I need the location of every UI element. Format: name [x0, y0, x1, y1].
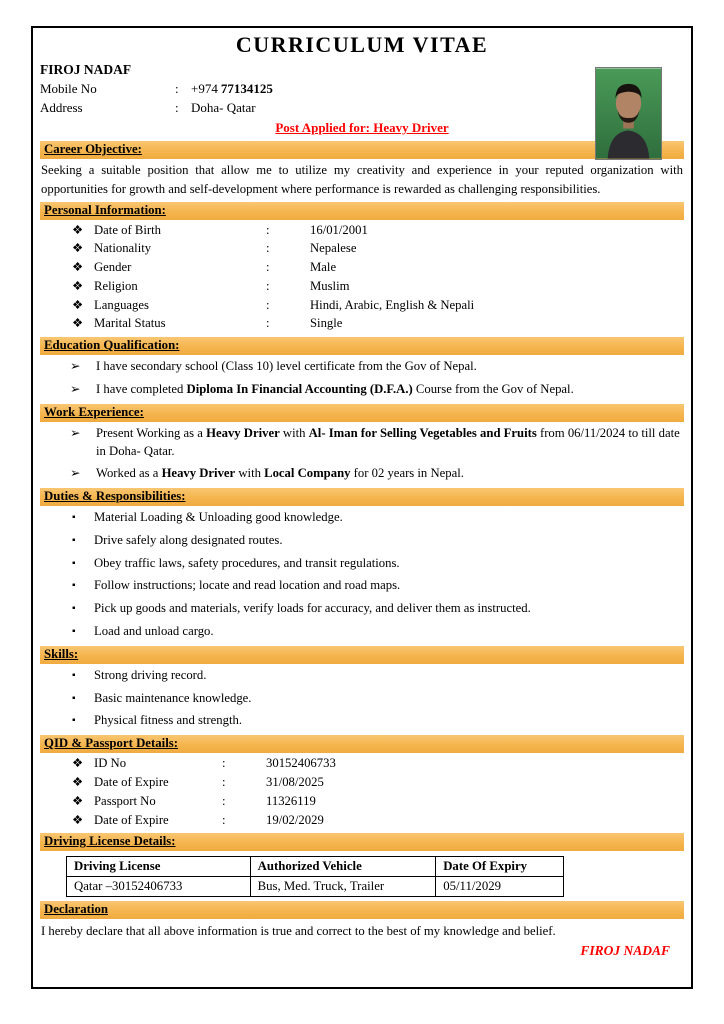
field-value: Muslim: [310, 278, 350, 293]
table-cell: Bus, Med. Truck, Trailer: [250, 877, 436, 897]
item-text: I have secondary school (Class 10) level certificate from the Gov of Nepal.: [96, 359, 477, 374]
square-bullet-icon: ▪: [72, 692, 76, 704]
section-personal-information: [40, 202, 684, 334]
section-heading-bar: [40, 833, 684, 851]
separator: :: [266, 260, 270, 275]
section-heading: Skills:: [44, 646, 79, 661]
item-text: Material Loading & Unloading good knowledge.: [94, 510, 343, 525]
separator: :: [175, 80, 179, 96]
field-value: 11326119: [266, 793, 316, 808]
item-text: Load and unload cargo.: [94, 624, 214, 639]
mobile-country-code: +974: [191, 80, 218, 96]
personal-info-row: [40, 315, 684, 333]
duties-list: [40, 509, 684, 641]
section-heading: Declaration: [44, 902, 108, 917]
personal-info-row: [40, 222, 684, 240]
section-heading-bar: [40, 488, 684, 506]
diamond-bullet-icon: ❖: [72, 316, 84, 331]
candidate-name: FIROJ NADAF: [40, 62, 132, 78]
arrow-bullet-icon: ➢: [70, 382, 81, 397]
section-duties-responsibilities: [40, 488, 684, 641]
profile-photo: [595, 67, 662, 160]
driving-license-table: [66, 856, 564, 897]
arrow-bullet-icon: ➢: [70, 425, 81, 440]
duty-item: [40, 623, 684, 641]
square-bullet-icon: ▪: [72, 557, 76, 569]
field-label: Gender: [94, 260, 132, 275]
section-work-experience: [40, 404, 684, 483]
diamond-bullet-icon: ❖: [72, 260, 84, 275]
item-text: Physical fitness and strength.: [94, 713, 243, 728]
field-value: 30152406733: [266, 756, 336, 771]
diamond-bullet-icon: ❖: [72, 297, 84, 312]
item-text: Strong driving record.: [94, 667, 207, 682]
item-text: Obey traffic laws, safety procedures, and transit regulations.: [94, 555, 400, 570]
separator: :: [222, 793, 226, 808]
section-heading-bar: [40, 141, 684, 159]
table-header-cell: Authorized Vehicle: [250, 857, 436, 877]
section-heading-bar: [40, 337, 684, 355]
section-heading-bar: [40, 404, 684, 422]
separator: :: [222, 774, 226, 789]
separator: :: [222, 812, 226, 827]
separator: :: [266, 316, 270, 331]
item-text: Worked as a Heavy Driver with Local Company for 02 years in Nepal.: [96, 466, 464, 481]
field-label: Passport No: [94, 793, 156, 808]
diamond-bullet-icon: ❖: [72, 793, 84, 808]
field-value: Male: [310, 260, 337, 275]
personal-info-row: [40, 259, 684, 277]
section-heading-bar: [40, 735, 684, 753]
skill-item: [40, 712, 684, 730]
post-applied: Post Applied for: Heavy Driver: [275, 119, 449, 135]
diamond-bullet-icon: ❖: [72, 812, 84, 827]
field-value: 31/08/2025: [266, 774, 324, 789]
section-career-objective: [40, 141, 684, 197]
career-objective-text: Seeking a suitable position that allow me to utilize my creativity and experience in your reputed organization with opportunities for growth and self-development where performance is rewarded as challenging responsibilities.: [41, 163, 683, 196]
work-experience-item: [40, 465, 684, 483]
field-value: 16/01/2001: [310, 222, 368, 237]
qid-passport-list: [40, 755, 684, 829]
field-label: Marital Status: [94, 316, 166, 331]
table-header-cell: Driving License: [67, 857, 251, 877]
qid-row: [40, 793, 684, 811]
separator: :: [266, 297, 270, 312]
duty-item: [40, 600, 684, 618]
item-text: Follow instructions; locate and read location and road maps.: [94, 578, 401, 593]
diamond-bullet-icon: ❖: [72, 278, 84, 293]
cv-page-frame: [31, 26, 693, 989]
diamond-bullet-icon: ❖: [72, 756, 84, 771]
section-education-qualification: [40, 337, 684, 399]
field-value: Nepalese: [310, 241, 357, 256]
signature: FIROJ NADAF: [580, 942, 670, 958]
section-driving-license: [40, 833, 684, 897]
item-text: Present Working as a Heavy Driver with Al- Iman for Selling Vegetables and Fruits from 06/11/2024 to till date in Doha- Qatar.: [96, 425, 680, 458]
separator: :: [266, 222, 270, 237]
work-experience-list: [40, 425, 684, 483]
field-label: Date of Expire: [94, 774, 169, 789]
section-heading-bar: [40, 901, 684, 919]
separator: :: [266, 278, 270, 293]
person-portrait-graphic: [596, 68, 661, 159]
page-title: CURRICULUM VITAE: [235, 32, 489, 57]
item-text: Basic maintenance knowledge.: [94, 690, 252, 705]
diamond-bullet-icon: ❖: [72, 222, 84, 237]
duty-item: [40, 509, 684, 527]
field-value: Hindi, Arabic, English & Nepali: [310, 297, 475, 312]
diamond-bullet-icon: ❖: [72, 774, 84, 789]
field-label: Date of Birth: [94, 222, 161, 237]
square-bullet-icon: ▪: [72, 512, 76, 524]
mobile-number: 77134125: [220, 80, 273, 96]
field-value: Single: [310, 316, 343, 331]
table-cell: 05/11/2029: [436, 877, 564, 897]
duty-item: [40, 555, 684, 573]
skills-list: [40, 667, 684, 730]
section-declaration: [40, 901, 684, 958]
skill-item: [40, 667, 684, 685]
mobile-row: [40, 80, 684, 99]
square-bullet-icon: ▪: [72, 580, 76, 592]
field-label: Languages: [94, 297, 149, 312]
table-row: [67, 877, 564, 897]
mobile-value: [191, 80, 273, 99]
qid-row: [40, 812, 684, 830]
section-heading: Career Objective:: [44, 142, 142, 157]
item-text: Pick up goods and materials, verify loads for accuracy, and deliver them as instructed.: [94, 601, 531, 616]
field-label: ID No: [94, 756, 127, 771]
field-label: Date of Expire: [94, 812, 169, 827]
section-heading-bar: [40, 646, 684, 664]
table-header-row: [67, 857, 564, 877]
work-experience-item: [40, 425, 684, 461]
section-heading: Work Experience:: [44, 404, 144, 419]
qid-row: [40, 774, 684, 792]
square-bullet-icon: ▪: [72, 603, 76, 615]
field-label: Religion: [94, 278, 138, 293]
education-item: [40, 381, 684, 399]
separator: :: [175, 99, 179, 115]
duty-item: [40, 532, 684, 550]
header-block: [40, 60, 684, 137]
section-heading: Duties & Responsibilities:: [44, 489, 186, 504]
square-bullet-icon: ▪: [72, 669, 76, 681]
field-label: Nationality: [94, 241, 152, 256]
table-header-cell: Date Of Expiry: [436, 857, 564, 877]
personal-info-row: [40, 297, 684, 315]
mobile-label: Mobile No: [40, 80, 97, 96]
table-cell: Qatar –30152406733: [67, 877, 251, 897]
personal-info-list: [40, 222, 684, 334]
arrow-bullet-icon: ➢: [70, 359, 81, 374]
item-text: I have completed Diploma In Financial Accounting (D.F.A.) Course from the Gov of Nepal.: [96, 382, 574, 397]
section-qid-passport: [40, 735, 684, 829]
section-heading-bar: [40, 202, 684, 220]
section-heading: Driving License Details:: [44, 834, 176, 849]
personal-info-row: [40, 278, 684, 296]
diamond-bullet-icon: ❖: [72, 241, 84, 256]
education-item: [40, 358, 684, 376]
section-skills: [40, 646, 684, 730]
skill-item: [40, 690, 684, 708]
square-bullet-icon: ▪: [72, 715, 76, 727]
arrow-bullet-icon: ➢: [70, 466, 81, 481]
section-heading: QID & Passport Details:: [44, 736, 178, 751]
square-bullet-icon: ▪: [72, 626, 76, 638]
separator: :: [222, 756, 226, 771]
declaration-text: I hereby declare that all above information is true and correct to the best of my knowledge and belief.: [41, 924, 556, 939]
address-row: [40, 99, 684, 118]
section-heading: Education Qualification:: [44, 338, 180, 353]
separator: :: [266, 241, 270, 256]
address-value: Doha- Qatar: [191, 99, 256, 115]
address-label: Address: [40, 99, 83, 115]
personal-info-row: [40, 240, 684, 258]
education-list: [40, 358, 684, 399]
item-text: Drive safely along designated routes.: [94, 532, 283, 547]
duty-item: [40, 577, 684, 595]
qid-row: [40, 755, 684, 773]
field-value: 19/02/2029: [266, 812, 324, 827]
section-heading: Personal Information:: [44, 202, 166, 217]
square-bullet-icon: ▪: [72, 534, 76, 546]
